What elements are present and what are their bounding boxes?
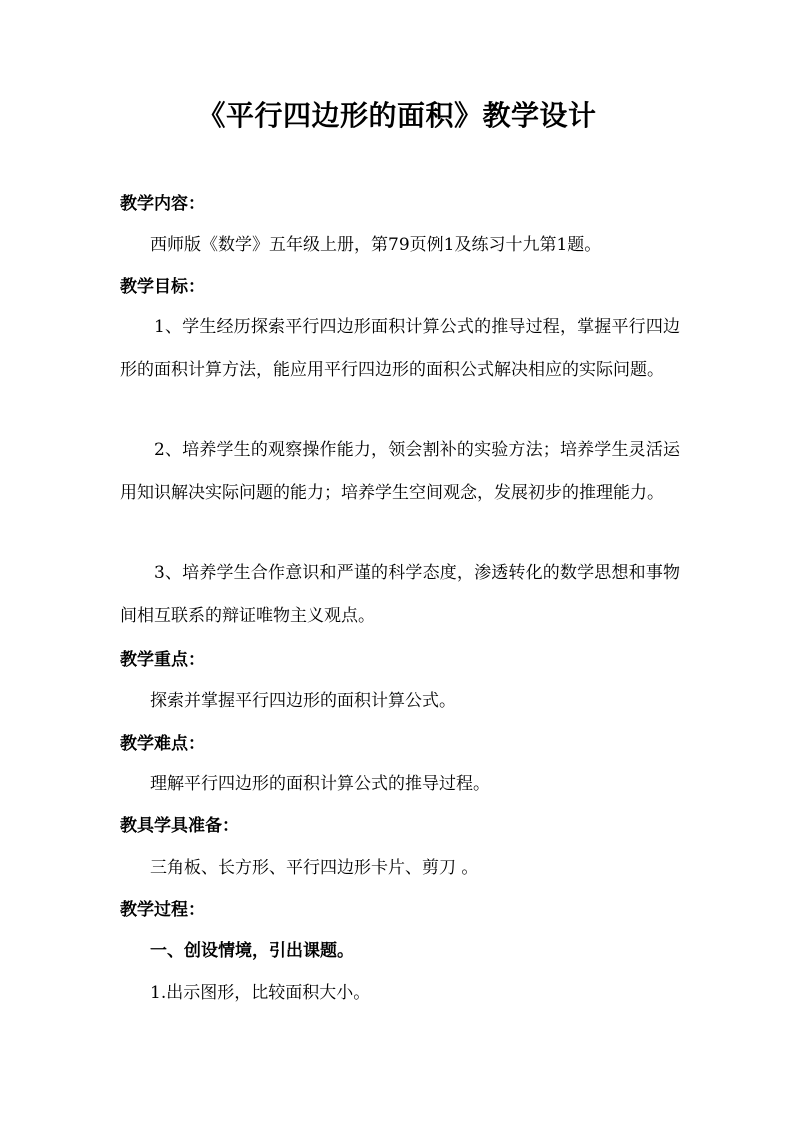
goal-item-3: 3、培养学生合作意识和严谨的科学态度，渗透转化的数学思想和事物间相互联系的辩证唯物主义观点。 xyxy=(120,563,680,626)
document-title: 《平行四边形的面积》教学设计 xyxy=(197,99,597,132)
section-heading-goals: 教学目标： xyxy=(120,277,205,297)
section-text-difficulties: 理解平行四边形的面积计算公式的推导过程。 xyxy=(150,774,490,794)
section-heading-content: 教学内容： xyxy=(120,194,205,214)
process-item-1: 1.出示图形，比较面积大小。 xyxy=(150,983,371,1003)
section-text-key-points: 探索并掌握平行四边形的面积计算公式。 xyxy=(150,691,456,711)
section-text-materials: 三角板、长方形、平行四边形卡片、剪刀 。 xyxy=(150,858,479,878)
goal-item-2: 2、培养学生的观察操作能力，领会割补的实验方法；培养学生灵活运用知识解决实际问题的能力；培养学生空间观念，发展初步的推理能力。 xyxy=(120,440,680,503)
section-heading-key-points: 教学重点： xyxy=(120,650,205,670)
section-heading-process: 教学过程： xyxy=(120,900,205,920)
goal-item-1: 1、学生经历探索平行四边形面积计算公式的推导过程，掌握平行四边形的面积计算方法，能应用平行四边形的面积公式解决相应的实际问题。 xyxy=(120,317,680,380)
process-subheading: 一、创设情境，引出课题。 xyxy=(150,941,354,961)
section-heading-difficulties: 教学难点： xyxy=(120,734,205,754)
section-text-content: 西师版《数学》五年级上册，第79页例1及练习十九第1题。 xyxy=(150,235,602,255)
section-heading-materials: 教具学具准备： xyxy=(120,816,239,836)
